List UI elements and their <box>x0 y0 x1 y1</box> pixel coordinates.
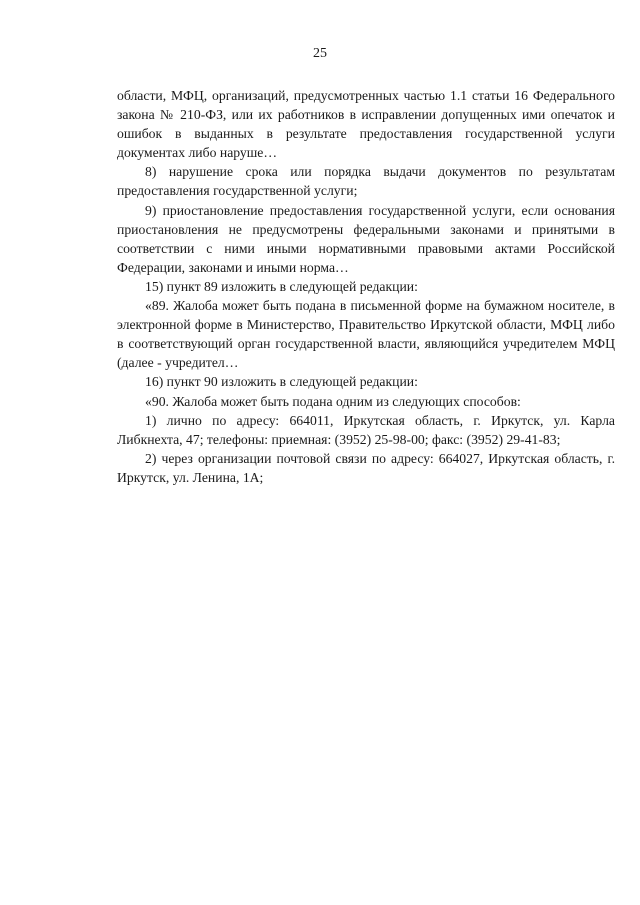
paragraph-amendment-16: 16) пункт 90 изложить в следующей редакции: <box>145 374 418 390</box>
paragraph-method-1: 1) лично по адресу: 664011, Иркутская область, г. Иркутск, ул. Карла Либкнехта, 47; телефоны: приемная: (3952) 25-98-00; факс: (3952) 29-41-83; <box>117 412 615 447</box>
paragraph-clause-90: «90. Жалоба может быть подана одним из следующих способов: <box>145 393 521 409</box>
document-body <box>117 86 615 487</box>
paragraph-clause-89: «89. Жалоба может быть подана в письменной форме на бумажном носителе, в электронной форме в Министерство, Правительство Иркутской области, МФЦ либо в соответствующий орган государственной власти, являющийся учредителем МФЦ (далее - учредител… <box>117 298 615 371</box>
paragraph-item-9: 9) приостановление предоставления государственной услуги, если основания приостановления не предусмотрены федеральными законами и принятыми в соответствии с ними иными нормативными правовыми актами Российской Федерации, законами и иными норма… <box>117 202 615 275</box>
paragraph-item-8: 8) нарушение срока или порядка выдачи документов по результатам предоставления государственной услуги; <box>117 164 615 199</box>
paragraph-amendment-15: 15) пункт 89 изложить в следующей редакции: <box>145 278 418 294</box>
page-number: 25 <box>313 46 327 61</box>
paragraph-continuation: области, МФЦ, организаций, предусмотренных частью 1.1 статьи 16 Федерального закона № 210-ФЗ, или их работников в исправлении допущенных ими опечаток и ошибок в выданных в результате предоставления государственной услуги документах либо наруше… <box>117 88 615 161</box>
paragraph-method-2: 2) через организации почтовой связи по адресу: 664027, Иркутская область, г. Иркутск, ул. Ленина, 1А; <box>117 450 615 485</box>
